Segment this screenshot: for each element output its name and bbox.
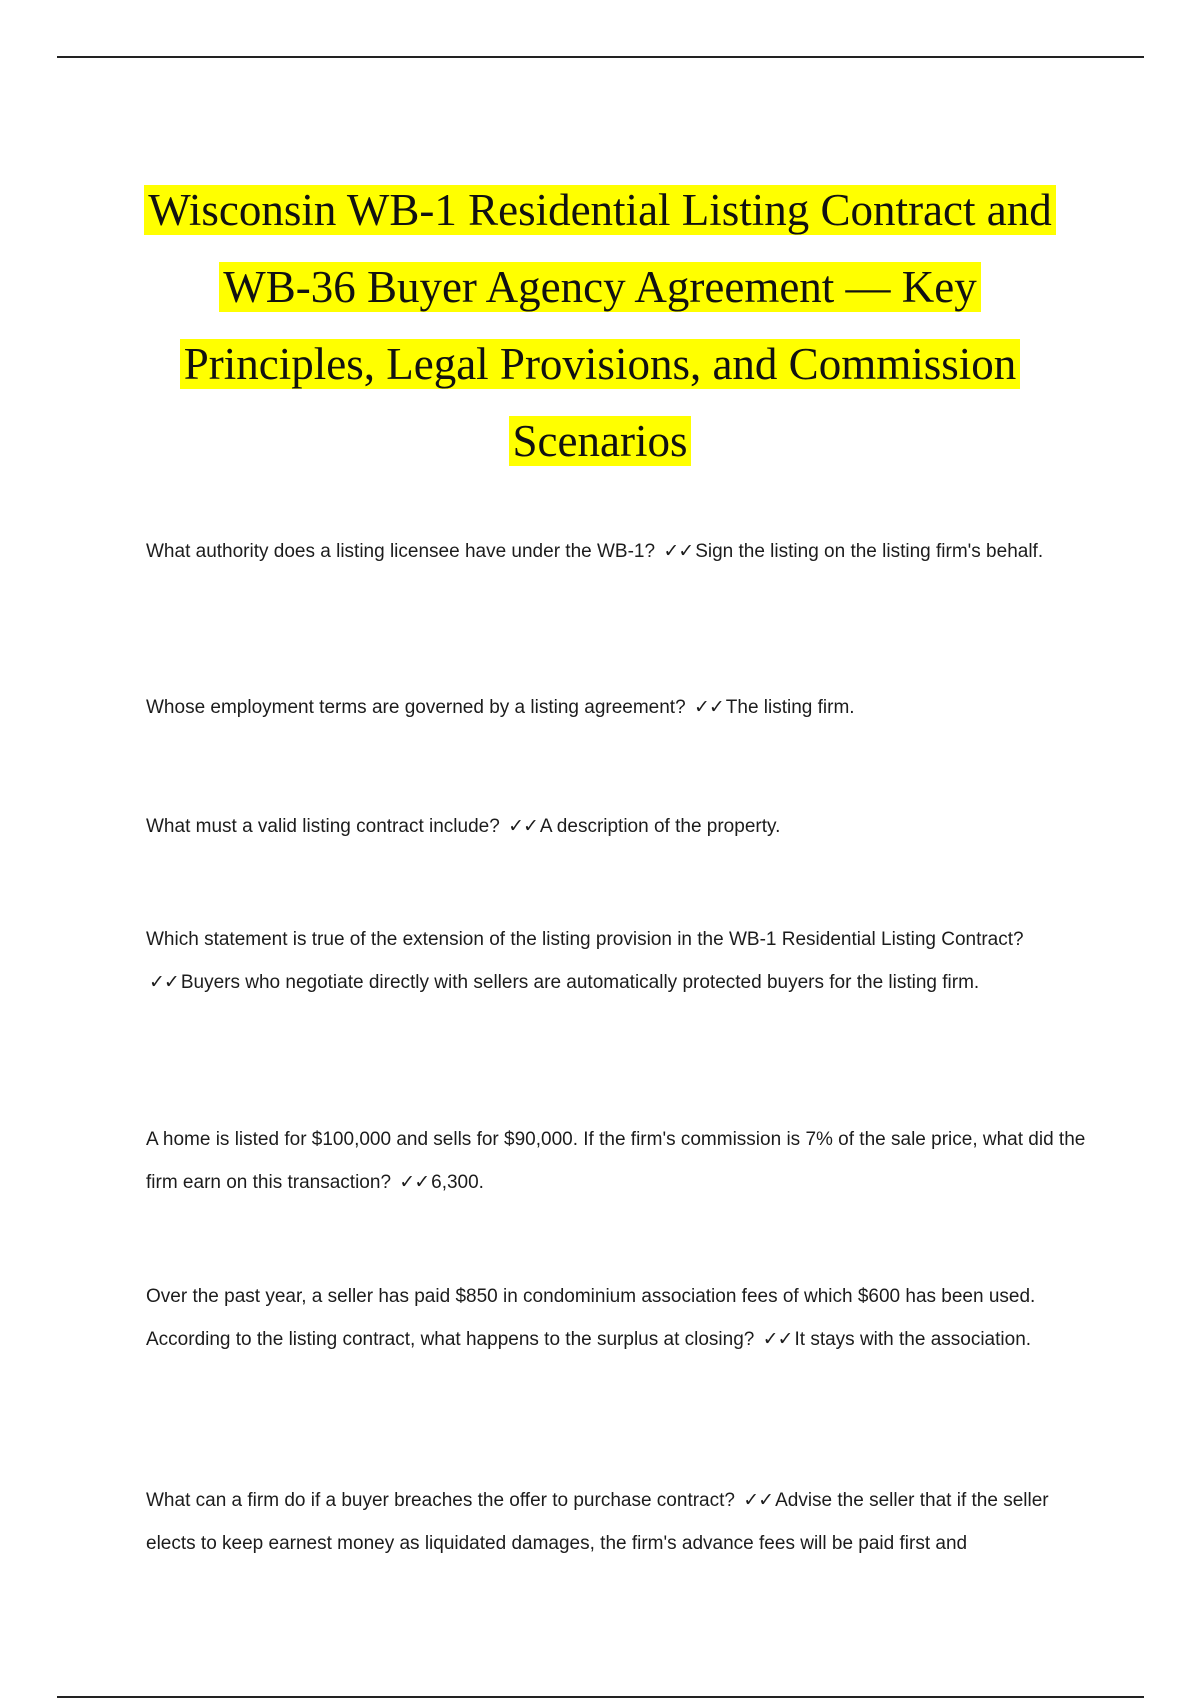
qa-question: Whose employment terms are governed by a listing agreement? xyxy=(146,697,686,718)
qa-question: Over the past year, a seller has paid $850 in condominium association fees of which $600 has been used. According to the listing contract, what happens to the surplus at closing? xyxy=(146,1286,1036,1350)
qa-item-2 xyxy=(146,686,1096,729)
qa-question: What authority does a listing licensee have under the WB-1? xyxy=(146,541,656,562)
qa-question: What can a firm do if a buyer breaches the offer to purchase contract? xyxy=(146,1490,735,1511)
qa-item-4 xyxy=(146,918,1096,1004)
top-rule xyxy=(57,56,1144,58)
bottom-rule xyxy=(57,1696,1144,1698)
qa-answer: The listing firm. xyxy=(725,697,855,718)
qa-answer: It stays with the association. xyxy=(794,1329,1032,1350)
double-check-icon: ✓✓ xyxy=(399,1171,430,1193)
qa-answer: 6,300. xyxy=(431,1172,484,1193)
title-line-3: Principles, Legal Provisions, and Commission xyxy=(100,326,1100,403)
title-line-2: WB-36 Buyer Agency Agreement — Key xyxy=(100,249,1100,326)
double-check-icon: ✓✓ xyxy=(663,540,694,562)
qa-item-6 xyxy=(146,1275,1096,1361)
qa-item-7 xyxy=(146,1479,1096,1565)
qa-question: Which statement is true of the extension of the listing provision in the WB-1 Residential Listing Contract? xyxy=(146,929,1024,950)
double-check-icon: ✓✓ xyxy=(508,815,538,837)
double-check-icon: ✓✓ xyxy=(762,1328,793,1350)
double-check-icon: ✓✓ xyxy=(149,971,179,993)
qa-answer: A description of the property. xyxy=(539,816,781,837)
qa-answer: Sign the listing on the listing firm's behalf. xyxy=(695,541,1044,562)
qa-question: A home is listed for $100,000 and sells for $90,000. If the firm's commission is 7% of the sale price, what did the firm earn on this transaction? xyxy=(146,1129,1086,1193)
qa-answer: Advise the seller that if the seller elects to keep earnest money as liquidated damages, the firm's advance fees will be paid first and xyxy=(146,1490,1049,1554)
qa-question: What must a valid listing contract include? xyxy=(146,816,500,837)
qa-item-1 xyxy=(146,530,1096,573)
qa-answer: Buyers who negotiate directly with sellers are automatically protected buyers for the listing firm. xyxy=(180,972,980,993)
document-title xyxy=(100,172,1100,480)
title-line-4: Scenarios xyxy=(100,403,1100,480)
qa-item-3 xyxy=(146,805,1096,848)
title-line-1: Wisconsin WB-1 Residential Listing Contract and xyxy=(100,172,1100,249)
qa-item-5 xyxy=(146,1118,1096,1204)
double-check-icon: ✓✓ xyxy=(743,1489,774,1511)
double-check-icon: ✓✓ xyxy=(693,696,724,718)
